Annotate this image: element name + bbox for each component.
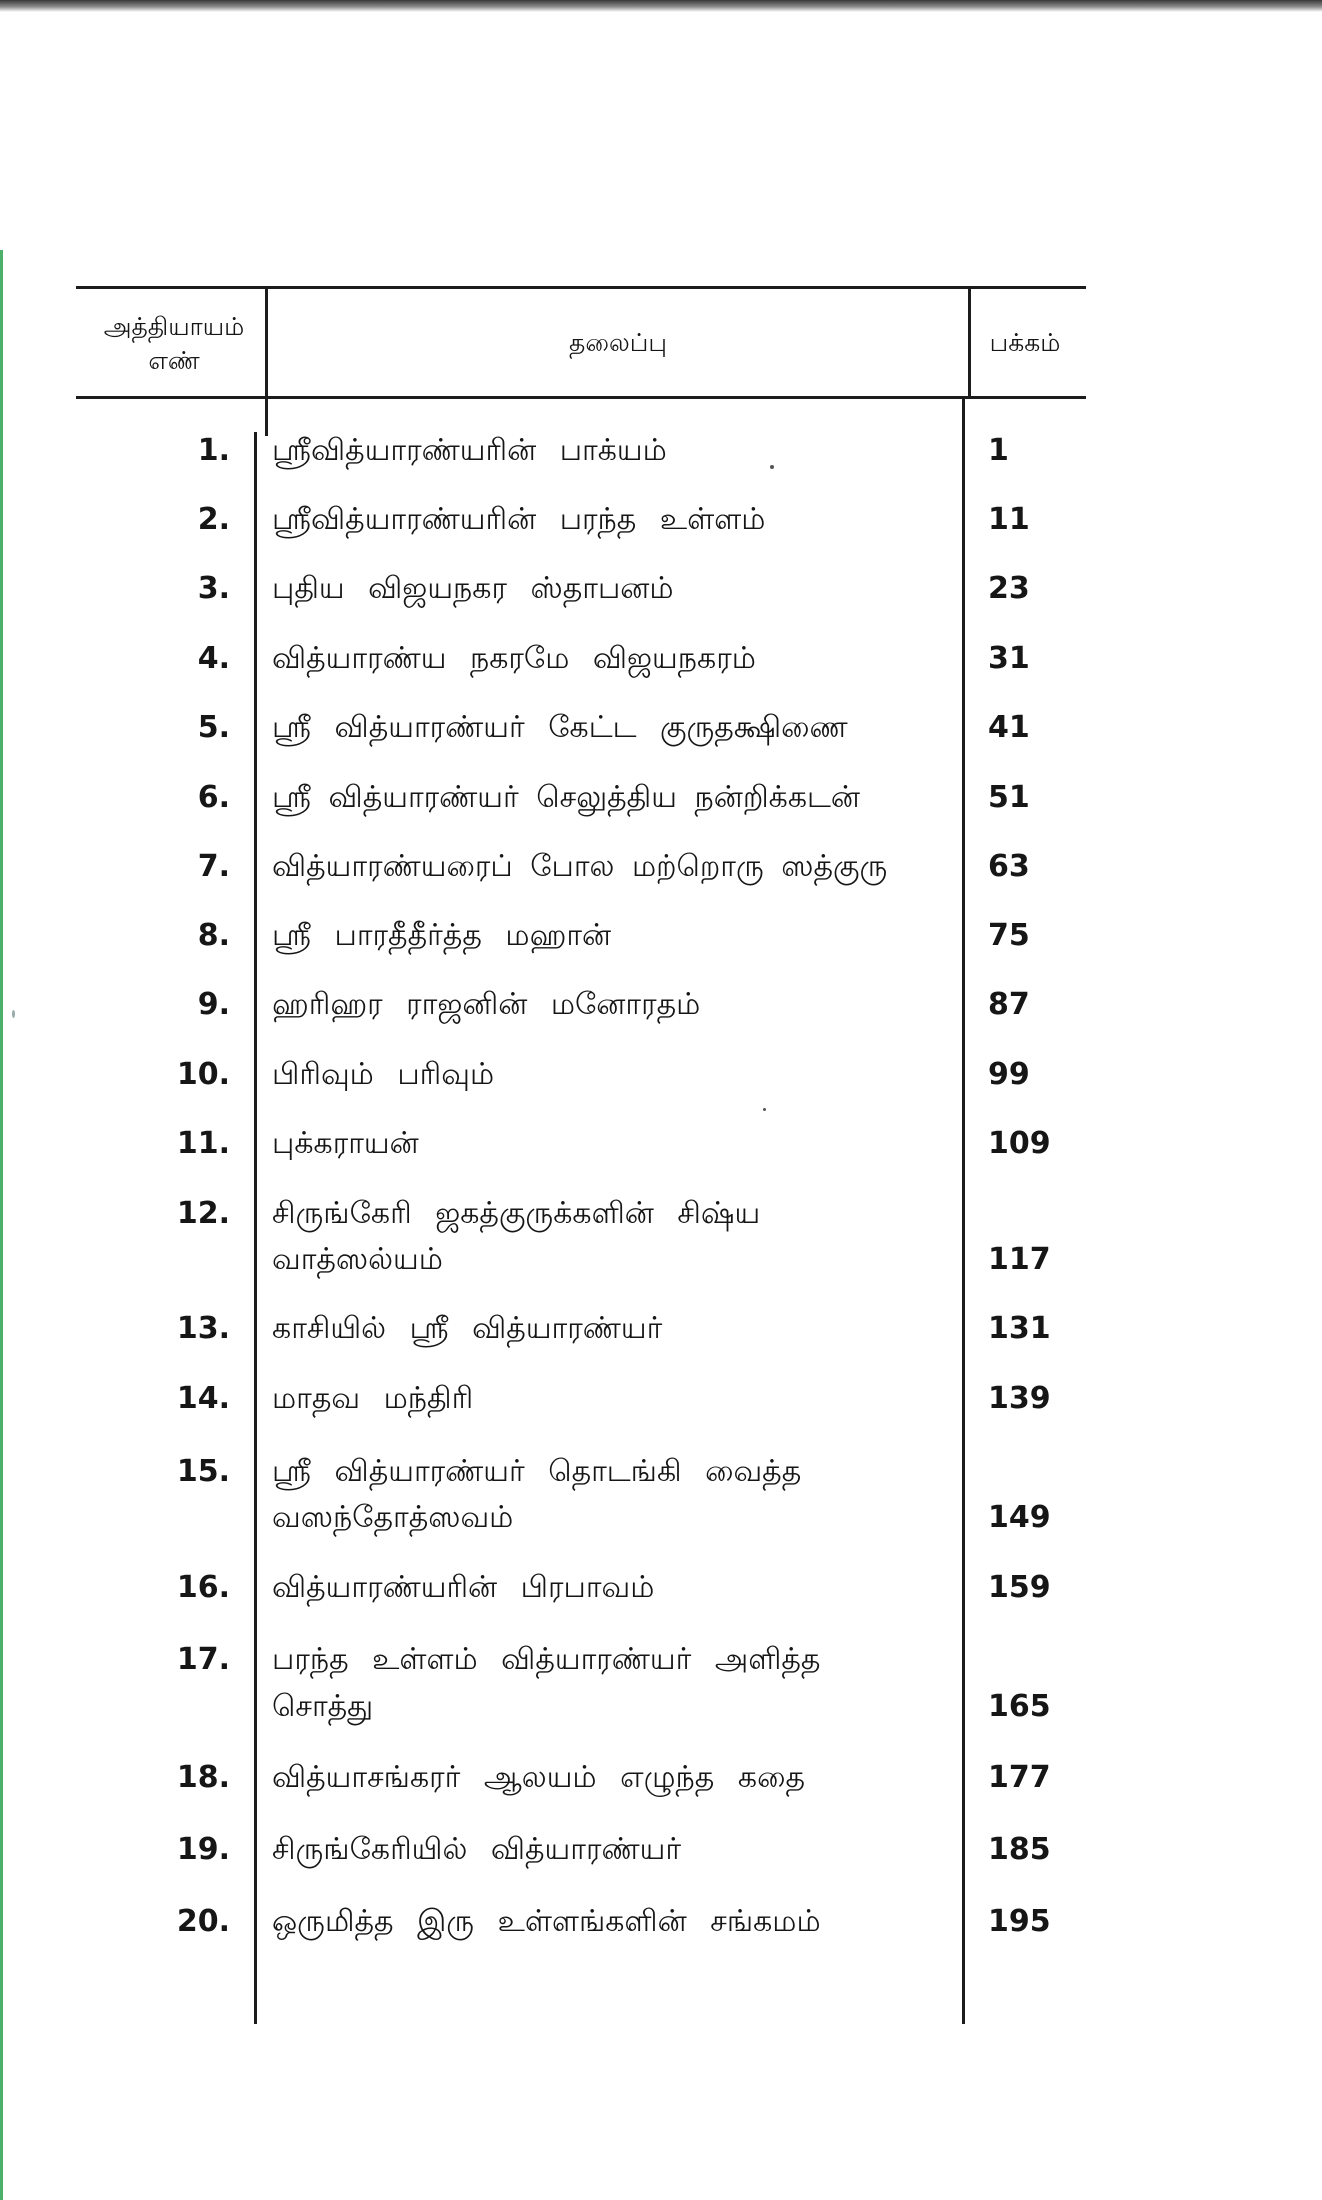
row-page: 99 [988,1057,1030,1092]
row-page: 131 [988,1311,1051,1346]
header-title: தலைப்பு [569,328,667,357]
row-title: ஸ்ரீ வித்யாரண்யர் தொடங்கி வைத்த [272,1454,802,1489]
row-page: 1 [988,433,1009,468]
header-chapter-number [84,310,264,378]
row-number: 2. [197,502,230,537]
row-number: 10. [176,1057,230,1092]
row-page: 109 [988,1126,1051,1161]
column-divider-left-upper [265,398,268,436]
row-page: 87 [988,987,1030,1022]
row-title: வித்யாரண்யரின் பிரபாவம் [272,1570,655,1605]
row-page: 149 [988,1500,1051,1535]
table-top-rule [76,286,1086,289]
row-title-continued: வாத்ஸல்யம் [272,1242,443,1277]
row-number: 19. [176,1832,230,1867]
row-title: ஸ்ரீவித்யாரண்யரின் பரந்த உள்ளம் [272,502,766,537]
row-title: ஸ்ரீவித்யாரண்யரின் பாக்யம் [272,433,667,468]
row-title: ஸ்ரீ வித்யாரண்யர் கேட்ட குருதக்ஷிணை [272,710,848,745]
row-title: சிருங்கேரியில் வித்யாரண்யர் [272,1832,682,1867]
row-page: 11 [988,502,1030,537]
row-number: 3. [197,571,230,606]
row-title: புக்கராயன் [272,1126,419,1161]
header-chapter-line1: அத்தியாயம் [103,312,245,341]
row-number: 5. [197,710,230,745]
row-page: 23 [988,571,1030,606]
row-title: சிருங்கேரி ஜகத்குருக்களின் சிஷ்ய [272,1196,761,1231]
row-title: மாதவ மந்திரி [272,1381,474,1416]
row-title: ஸ்ரீ பாரதீதீர்த்த மஹான் [272,918,612,953]
row-page: 75 [988,918,1030,953]
row-number: 11. [176,1126,230,1161]
row-number: 20. [176,1904,230,1939]
header-chapter-line2: எண் [148,346,200,375]
row-page: 63 [988,849,1030,884]
paper-speck [770,465,774,469]
row-title: வித்யாரண்ய நகரமே விஜயநகரம் [272,641,756,676]
row-title: பிரிவும் பரிவும் [272,1057,495,1092]
row-page: 159 [988,1570,1051,1605]
row-title: புதிய விஜயநகர ஸ்தாபனம் [272,571,674,606]
row-page: 41 [988,710,1030,745]
row-title-continued: சொத்து [272,1689,374,1724]
row-page: 195 [988,1904,1051,1939]
row-title: பரந்த உள்ளம் வித்யாரண்யர் அளித்த [272,1642,821,1677]
row-number: 15. [176,1454,230,1489]
row-title: வித்யாசங்கரர் ஆலயம் எழுந்த கதை [272,1760,806,1795]
row-title: வித்யாரண்யரைப் போல மற்றொரு ஸத்குரு [272,849,888,884]
row-number: 9. [197,987,230,1022]
row-number: 8. [197,918,230,953]
row-title-continued: வஸந்தோத்ஸவம் [272,1500,514,1535]
row-title: ஸ்ரீ வித்யாரண்யர் செலுத்திய நன்றிக்கடன் [272,780,860,815]
row-page: 31 [988,641,1030,676]
row-number: 4. [197,641,230,676]
row-number: 18. [176,1760,230,1795]
row-number: 1. [197,433,230,468]
row-page: 51 [988,780,1030,815]
row-title: காசியில் ஸ்ரீ வித்யாரண்யர் [272,1311,663,1346]
row-number: 17. [176,1642,230,1677]
row-page: 177 [988,1760,1051,1795]
column-divider-left [254,432,257,2024]
row-page: 139 [988,1381,1051,1416]
paper-speck [763,1108,766,1111]
header-page: பக்கம் [989,328,1061,357]
row-page: 165 [988,1689,1051,1724]
row-number: 16. [176,1570,230,1605]
row-number: 12. [176,1196,230,1231]
table-header-rule [76,396,1086,399]
row-page: 185 [988,1832,1051,1867]
row-number: 6. [197,780,230,815]
row-number: 7. [197,849,230,884]
column-divider-right [962,398,965,2024]
row-number: 14. [176,1381,230,1416]
row-number: 13. [176,1311,230,1346]
paper-speck [12,1010,15,1018]
row-title: ஹரிஹர ராஜனின் மனோரதம் [272,987,701,1022]
row-page: 117 [988,1242,1051,1277]
row-title: ஒருமித்த இரு உள்ளங்களின் சங்கமம் [272,1904,821,1939]
